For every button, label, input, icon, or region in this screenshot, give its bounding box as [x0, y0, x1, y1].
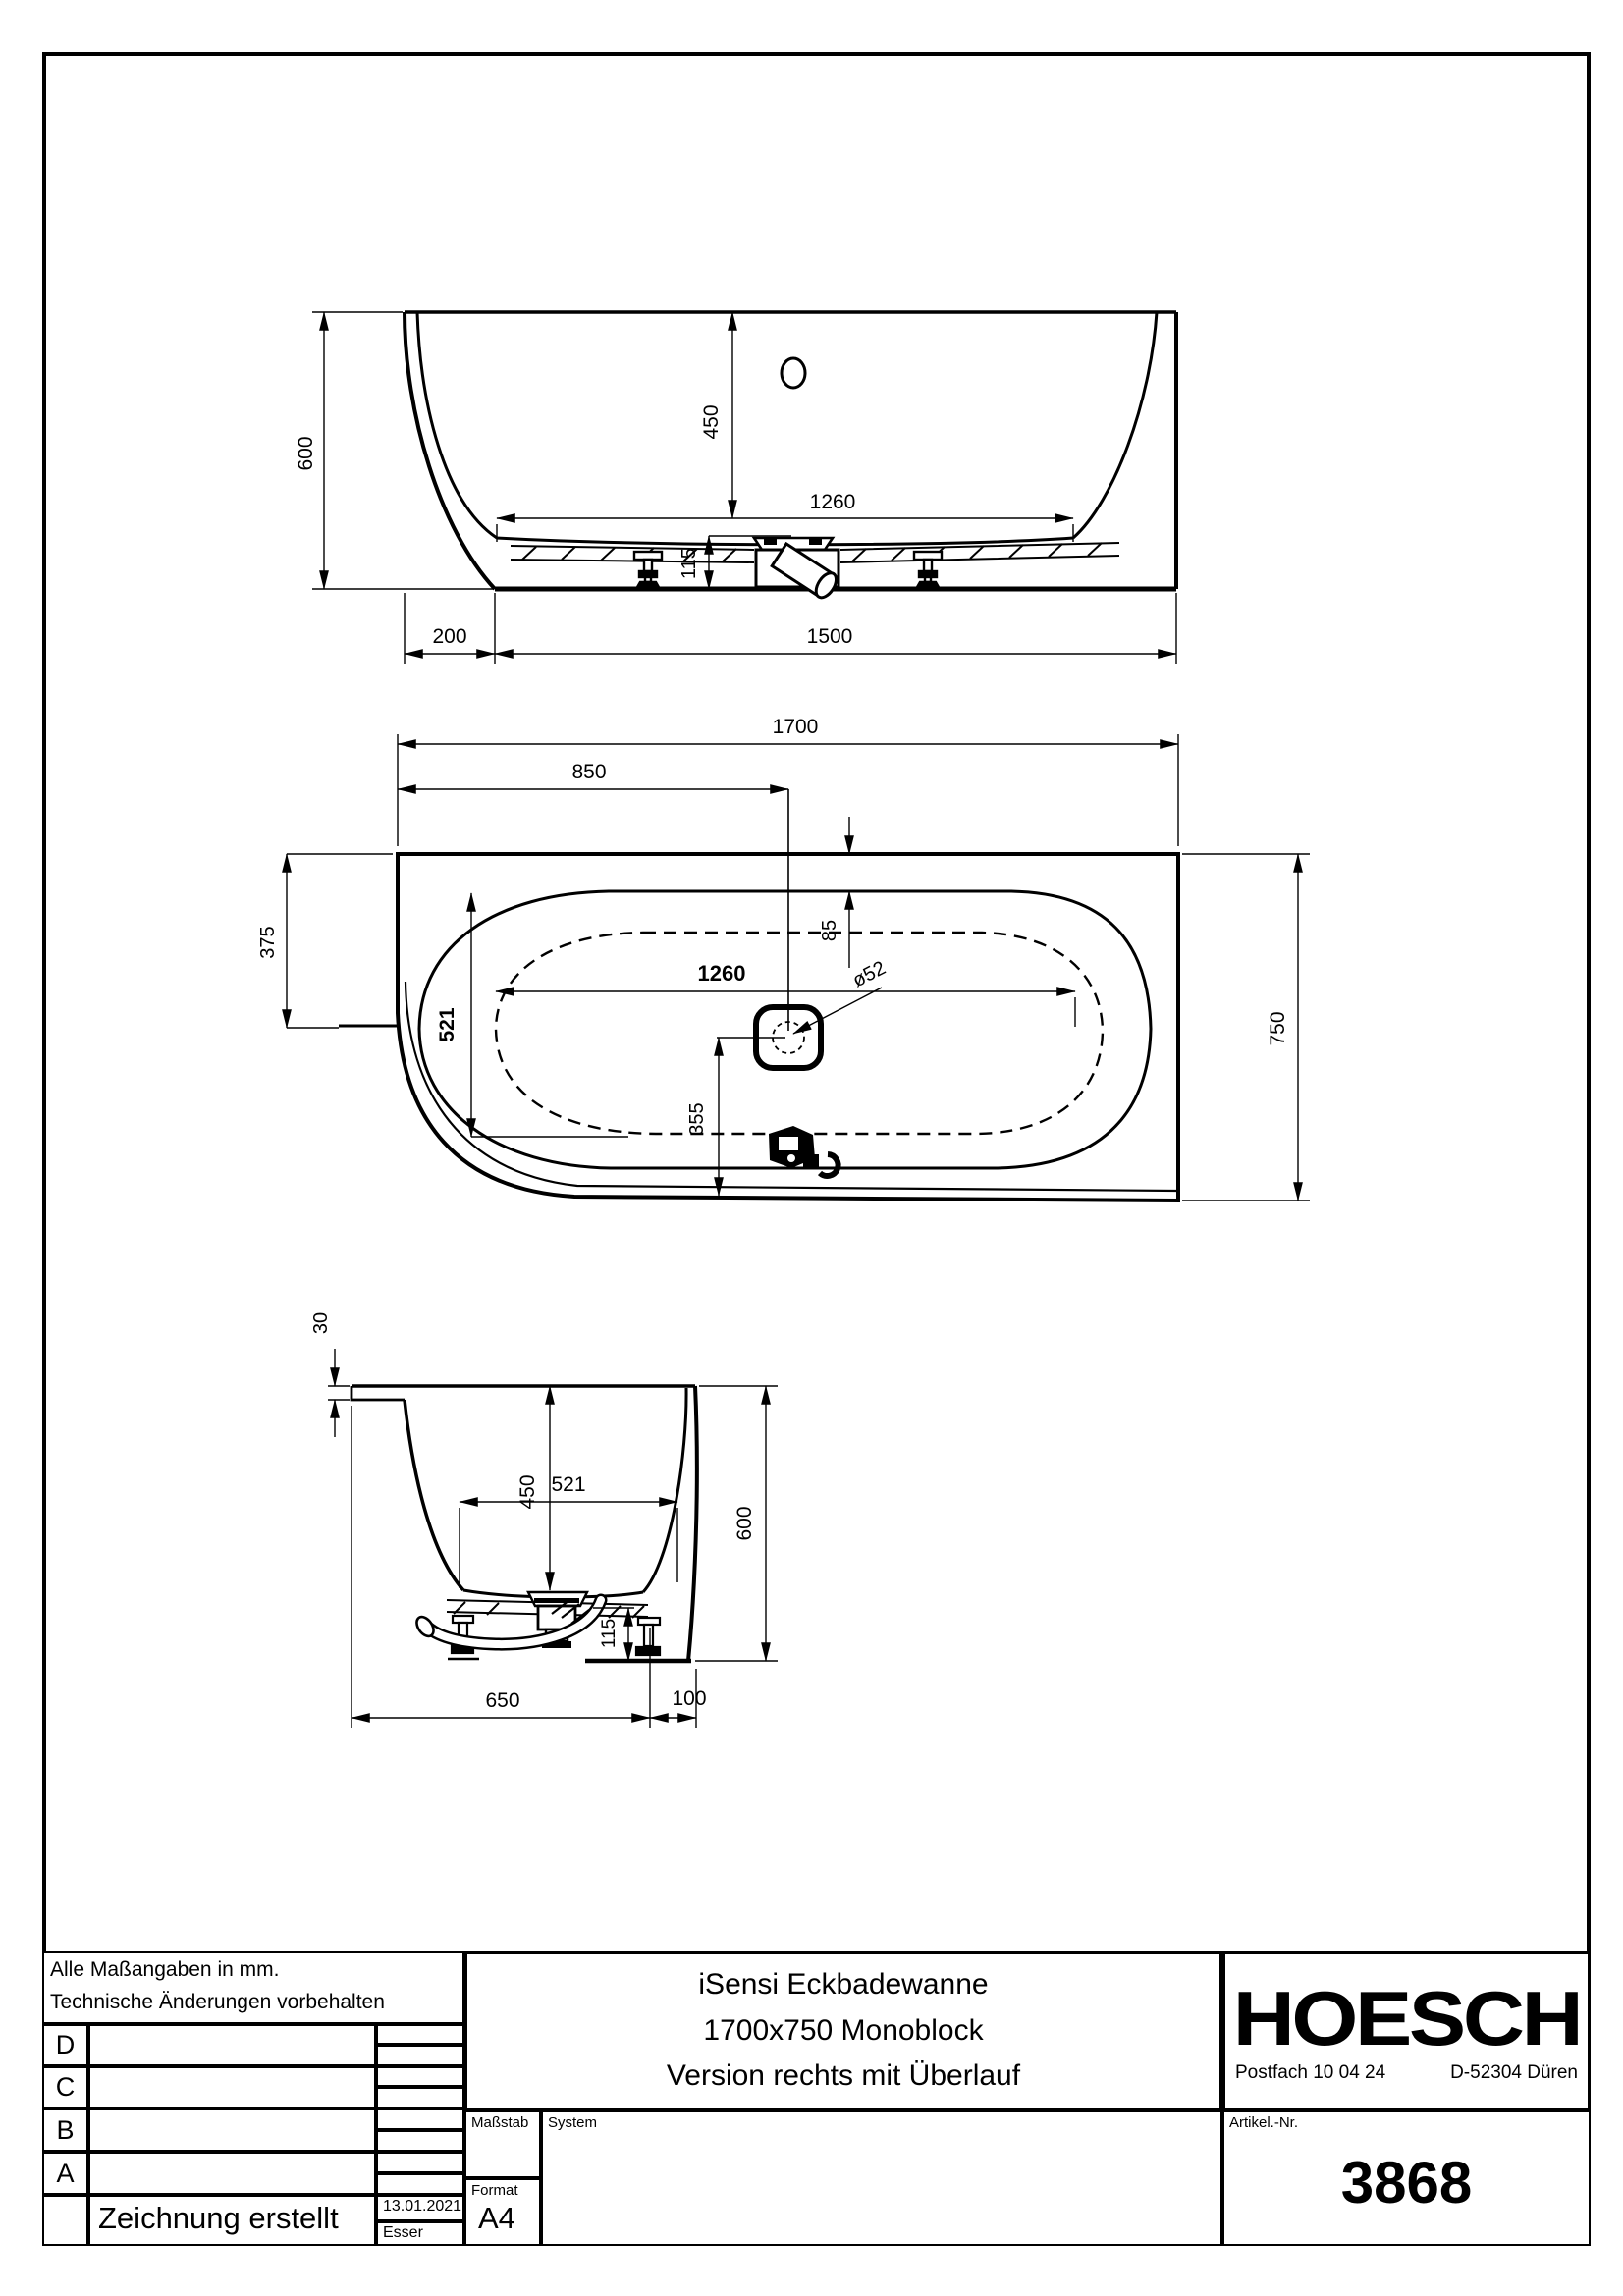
brand-logo: HOESCH	[1232, 1975, 1581, 2061]
article-label: Artikel.-Nr.	[1229, 2114, 1299, 2131]
svg-text:200: 200	[432, 625, 467, 648]
scale-cell	[464, 2110, 541, 2178]
svg-text:115: 115	[678, 548, 700, 579]
svg-text:115: 115	[599, 1618, 620, 1649]
revision-letter-d: D	[42, 2024, 88, 2066]
svg-text:1260: 1260	[809, 491, 856, 513]
scale-label: Maßstab	[471, 2114, 529, 2131]
rev-d-date-cell	[376, 2024, 464, 2045]
svg-text:450: 450	[516, 1474, 539, 1510]
article-number: 3868	[1340, 2150, 1473, 2216]
dim-front-bottom	[405, 593, 1176, 664]
svg-text:850: 850	[571, 761, 607, 783]
rev-c-date-cell	[376, 2066, 464, 2087]
dim-plan-corner	[257, 854, 398, 1028]
inner-right-wall	[1073, 312, 1157, 538]
rev-b-date-cell	[376, 2109, 464, 2130]
article-cell	[1222, 2110, 1591, 2246]
svg-text:1500: 1500	[806, 625, 853, 648]
title-line-3: Version rechts mit Überlauf	[666, 2059, 1021, 2093]
dim-side-bottom	[352, 1406, 707, 1728]
plan-view	[257, 716, 1310, 1201]
drain-assembly-front	[754, 538, 840, 601]
svg-text:521: 521	[436, 1007, 459, 1042]
dim-plan-total-width	[1182, 854, 1310, 1201]
format-label: Format	[471, 2182, 518, 2199]
rev-c-name-cell	[376, 2087, 464, 2109]
inner-right-wall-side	[643, 1388, 686, 1592]
system-label: System	[548, 2114, 598, 2131]
svg-text:355: 355	[686, 1102, 708, 1136]
revision-row-c	[88, 2066, 376, 2109]
brand-address-left: Postfach 10 04 24	[1235, 2062, 1386, 2083]
revision-row-b	[88, 2109, 376, 2152]
title-line-2: 1700x750 Monoblock	[703, 2013, 984, 2047]
revision-row-a	[88, 2152, 376, 2195]
dim-plan-floor-width	[436, 893, 628, 1137]
system-cell	[541, 2110, 1222, 2246]
svg-text:1260: 1260	[697, 961, 746, 986]
rev-a-date-cell	[376, 2152, 464, 2173]
title-line-1: iSensi Eckbadewanne	[698, 1968, 989, 2002]
basin-floor-dashed	[496, 933, 1103, 1134]
rev-a-name-cell	[376, 2173, 464, 2195]
svg-text:100: 100	[672, 1687, 707, 1710]
drawing-title-cell	[464, 1951, 1222, 2110]
svg-text:85: 85	[819, 919, 840, 942]
svg-text:30: 30	[310, 1311, 332, 1335]
format-value: A4	[478, 2201, 515, 2235]
created-label-cell: Zeichnung erstellt	[88, 2195, 376, 2246]
revision-letter-b: B	[42, 2109, 88, 2152]
note-line-1: Alle Maßangaben in mm.	[50, 1958, 280, 1981]
dim-front-depth	[700, 312, 732, 518]
brand-address-right: D-52304 Düren	[1450, 2062, 1578, 2083]
outer-left-wall	[405, 312, 495, 589]
inner-left-wall	[417, 312, 497, 538]
svg-text:750: 750	[1267, 1011, 1289, 1046]
dim-front-inner-length	[497, 491, 1073, 542]
rev-b-name-cell	[376, 2130, 464, 2152]
notes-cell	[42, 1951, 464, 2024]
overflow-hole	[782, 358, 805, 388]
rim-flange	[352, 1386, 405, 1400]
svg-text:650: 650	[485, 1689, 520, 1712]
dim-side-depth	[516, 1386, 550, 1590]
revision-letter-c: C	[42, 2066, 88, 2109]
side-section-view	[310, 1312, 778, 1728]
inner-left-wall-side	[405, 1400, 463, 1590]
adjustable-foot	[634, 552, 662, 589]
dim-side-height	[695, 1386, 778, 1661]
dim-side-rim-step	[310, 1312, 350, 1437]
rev-d-name-cell	[376, 2045, 464, 2066]
svg-text:600: 600	[733, 1506, 756, 1541]
outer-right-wall-side	[688, 1386, 697, 1661]
dim-plan-drain-y	[686, 1038, 785, 1196]
rim-opening	[419, 891, 1151, 1168]
created-date-cell: 13.01.2021	[376, 2195, 464, 2221]
note-line-2: Technische Änderungen vorbehalten	[50, 1991, 385, 2014]
dim-plan-floor-length	[496, 961, 1075, 1027]
created-by-cell: Esser	[376, 2221, 464, 2246]
dim-side-floor-width	[460, 1473, 677, 1588]
dim-plan-drain-x	[398, 761, 788, 1031]
front-elevation-view	[295, 312, 1176, 664]
created-rev-cell	[42, 2195, 88, 2246]
revision-letter-a: A	[42, 2152, 88, 2195]
svg-text:375: 375	[257, 926, 279, 959]
revision-row-d	[88, 2024, 376, 2066]
svg-text:600: 600	[295, 436, 317, 471]
brand-cell	[1222, 1951, 1591, 2110]
svg-text:521: 521	[551, 1473, 586, 1496]
svg-text:1700: 1700	[772, 716, 819, 738]
foot-side-right	[636, 1618, 660, 1655]
svg-text:ø52: ø52	[848, 957, 890, 992]
svg-text:450: 450	[700, 404, 723, 440]
drain-diameter-label	[793, 957, 890, 1034]
format-cell	[464, 2178, 541, 2246]
